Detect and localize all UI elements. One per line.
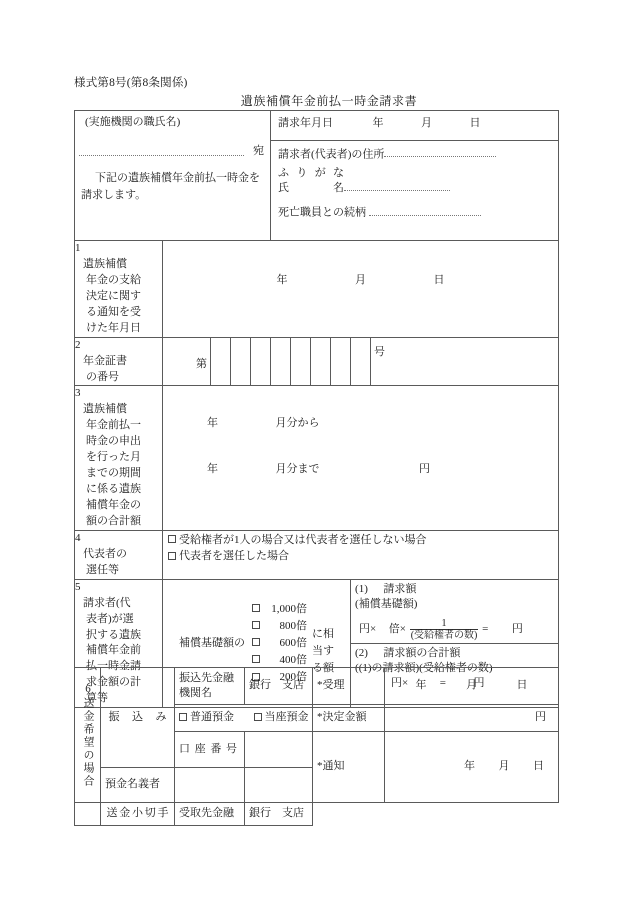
row3-label-line-4: までの期間 bbox=[86, 467, 141, 480]
multiplier-option-0[interactable] bbox=[252, 601, 307, 618]
receiver-bank-label: 受取先金融 bbox=[179, 807, 234, 820]
row2-prefix: 第 bbox=[196, 358, 207, 371]
row1-label-line-1: 年金の支給 bbox=[86, 273, 141, 286]
decided-amount-label: *決定金額 bbox=[317, 711, 367, 724]
calc1-cell bbox=[351, 580, 558, 644]
row2-label-line-1: の番号 bbox=[86, 370, 119, 383]
row1-day[interactable]: 日 bbox=[433, 274, 445, 286]
row5-label-line-5: 求金額の計 bbox=[86, 676, 141, 689]
bank-name-suffix: 銀行 支店 bbox=[249, 679, 304, 692]
checkbox-multiplier-400[interactable] bbox=[252, 655, 260, 663]
row4-value-cell bbox=[163, 530, 559, 579]
remittance-row-1 bbox=[75, 668, 559, 705]
row-2 bbox=[75, 337, 559, 386]
accept-label: *受理 bbox=[317, 679, 345, 692]
calc1-row bbox=[351, 580, 558, 644]
fraction-denominator: (受給権者の数) bbox=[410, 630, 478, 642]
row3-value-cell[interactable] bbox=[163, 386, 559, 530]
row2-box-3[interactable] bbox=[251, 337, 271, 386]
account-holder-label-cell bbox=[101, 768, 175, 803]
issuer-label: (実施機関の職氏名) bbox=[85, 116, 181, 128]
multiplier-label-2: 600倍 bbox=[279, 636, 308, 649]
calc2-heading: 請求額の合計額 bbox=[383, 646, 461, 659]
row3-label-line-5: に係る遺族 bbox=[86, 483, 141, 496]
row3-label-line-3: を行った月 bbox=[86, 451, 141, 464]
claim-date-month[interactable]: 月 bbox=[421, 117, 433, 129]
multiplier-label-4: 200倍 bbox=[279, 671, 308, 683]
row2-prefix-cell bbox=[163, 337, 211, 386]
row2-number: 2 bbox=[75, 338, 81, 351]
notify-date-cell[interactable] bbox=[385, 732, 559, 803]
addressee-dotted-line bbox=[79, 155, 244, 156]
row4-option-2[interactable] bbox=[163, 548, 558, 564]
notify-day[interactable]: 日 bbox=[533, 760, 544, 773]
row1-year[interactable]: 年 bbox=[276, 274, 288, 286]
claimant-name-input[interactable] bbox=[344, 181, 450, 191]
claim-date-day[interactable]: 日 bbox=[469, 117, 481, 129]
row5-label-line-4: 払一時金請 bbox=[86, 660, 141, 673]
row4-option1-label: 受給権者が1人の場合又は代表者を選任しない場合 bbox=[179, 533, 427, 546]
notify-year[interactable]: 年 bbox=[464, 760, 475, 773]
bank-name-label: 振込先金融機関名 bbox=[179, 672, 234, 699]
furigana-label: ふりがな bbox=[278, 166, 345, 179]
checkbox-multiplier-1000[interactable] bbox=[252, 604, 260, 612]
row3-to-line bbox=[163, 432, 558, 477]
row4-label-line-0: 代表者の bbox=[83, 547, 127, 560]
calc2-equals: = bbox=[439, 677, 446, 690]
receiver-bank-input-cell[interactable] bbox=[245, 803, 313, 826]
decided-amount-currency: 円 bbox=[535, 711, 546, 724]
row3-label-line-0: 遺族補償 bbox=[83, 403, 127, 416]
row5-label-line-1: 表者)が選 bbox=[86, 612, 134, 625]
account-holder-label: 預金名義者 bbox=[105, 778, 160, 791]
multiplier-suffix-line-0: に相 bbox=[312, 627, 335, 640]
row2-box-1[interactable] bbox=[211, 337, 231, 386]
check-label: 送金小切手 bbox=[106, 807, 169, 820]
calc2-heading-line bbox=[355, 646, 556, 661]
relation-input[interactable] bbox=[369, 205, 481, 215]
row6-vertical-wrap bbox=[75, 668, 100, 802]
notify-date-line bbox=[385, 759, 558, 774]
empty-official-cell bbox=[313, 803, 559, 826]
multiplier-suffix-line-2: る額 bbox=[312, 661, 335, 674]
relation-line bbox=[271, 196, 558, 226]
bank-name-input-cell[interactable] bbox=[245, 668, 313, 705]
claimant-address-line bbox=[271, 141, 558, 163]
row4-number: 4 bbox=[75, 531, 81, 544]
row3-number: 3 bbox=[75, 387, 81, 400]
notify-label-cell bbox=[313, 732, 385, 803]
deposit-type-cell bbox=[175, 705, 313, 732]
relation-label: 死亡職員との続柄 bbox=[278, 206, 367, 219]
page-title: 遺族補償年金前払一時金請求書 bbox=[240, 94, 418, 108]
row2-box-4[interactable] bbox=[271, 337, 291, 386]
row2-suffix: 号 bbox=[374, 345, 386, 358]
addressee-line bbox=[79, 144, 264, 159]
form-code: 様式第8号(第8条関係) bbox=[74, 77, 188, 89]
multiplier-label-1: 800倍 bbox=[279, 619, 308, 632]
claim-date-row bbox=[271, 111, 558, 141]
row1-label-cell bbox=[75, 241, 163, 338]
claimant-address-label: 請求者(代表者)の住所 bbox=[278, 148, 385, 161]
claimant-detail-cell bbox=[271, 141, 558, 241]
fraction-numerator: 1 bbox=[441, 618, 447, 630]
claimant-cell bbox=[271, 111, 559, 241]
row2-box-2[interactable] bbox=[231, 337, 251, 386]
row4-option-1[interactable] bbox=[163, 531, 558, 548]
claim-date-cell bbox=[271, 111, 558, 141]
row2-box-6[interactable] bbox=[311, 337, 331, 386]
row1-label-line-0: 遺族補償 bbox=[83, 257, 127, 270]
row2-label-line-0: 年金証書 bbox=[83, 354, 127, 367]
account-number-input-cell[interactable] bbox=[245, 732, 313, 768]
account-holder-input-cell[interactable] bbox=[175, 768, 245, 803]
row5-label-line-0: 請求者(代 bbox=[83, 596, 131, 609]
checkbox-current-deposit[interactable] bbox=[254, 713, 262, 721]
calc1-heading: 請求額 bbox=[383, 582, 417, 595]
transfer-label-cell bbox=[101, 668, 175, 768]
calc2-subhead: ((1)の請求額)(受給権者の数) bbox=[355, 661, 493, 674]
row2-box-8[interactable] bbox=[351, 337, 371, 386]
row3-from-line bbox=[163, 386, 558, 431]
base-amount-label: 補償基礎額の bbox=[179, 636, 246, 649]
row1-label-line-2: 決定に関す bbox=[86, 289, 141, 302]
row3-from-year[interactable]: 年 bbox=[207, 417, 218, 430]
row6-number: 6 bbox=[82, 682, 94, 697]
header-row bbox=[75, 111, 559, 241]
row1-date-line bbox=[163, 241, 558, 288]
row6-vertical-text bbox=[82, 672, 93, 798]
decided-amount-label-cell bbox=[313, 705, 385, 732]
row3-label-cell bbox=[75, 386, 163, 530]
main-form-table bbox=[74, 110, 559, 708]
remittance-row-5 bbox=[75, 803, 559, 826]
name-label: 氏名 bbox=[278, 182, 345, 195]
multiplier-suffix-line-1: 当す bbox=[312, 644, 335, 657]
row6-vertical-label-cell bbox=[75, 668, 101, 803]
row6-label: 送金希望の場合 bbox=[82, 696, 94, 788]
multiplier-option-1[interactable] bbox=[252, 618, 307, 635]
row3-to-month[interactable]: 月分まで bbox=[275, 462, 320, 475]
row1-value-cell[interactable] bbox=[163, 241, 559, 338]
claim-date-line bbox=[271, 111, 558, 131]
row2-box-5[interactable] bbox=[291, 337, 311, 386]
request-statement: 下記の遺族補償年金前払一時金を請求します。 bbox=[81, 172, 260, 201]
row5-label-line-6: 算等 bbox=[86, 692, 108, 705]
row5-number: 5 bbox=[75, 580, 81, 593]
row4-label-line-1: 選任等 bbox=[86, 563, 119, 576]
claimant-detail-row bbox=[271, 141, 558, 241]
row3-label-line-7: 額の合計額 bbox=[86, 514, 141, 527]
deposit-current-label: 当座預金 bbox=[264, 711, 309, 724]
account-number-label-cell bbox=[175, 732, 245, 768]
row1-month[interactable]: 月 bbox=[355, 274, 367, 286]
row2-suffix-cell bbox=[371, 337, 559, 386]
bank-name-label-cell bbox=[175, 668, 245, 705]
calc2-yen-multiply: 円× bbox=[391, 677, 409, 690]
calc1-subhead: (補償基礎額) bbox=[355, 597, 418, 610]
receiver-bank-label-cell bbox=[175, 803, 245, 826]
deposit-ordinary-label: 普通預金 bbox=[190, 711, 234, 724]
check-label-cell bbox=[101, 803, 175, 826]
calc1-yen-multiply: 円× bbox=[359, 623, 377, 636]
checkbox-multiplier-800[interactable] bbox=[252, 621, 260, 629]
row3-currency: 円 bbox=[419, 462, 430, 475]
addressee-suffix: 宛 bbox=[253, 145, 265, 158]
calc1-formula[interactable] bbox=[355, 612, 556, 641]
row4-option2-label: 代表者を選任した場合 bbox=[179, 550, 289, 563]
row3-label-line-6: 補償年金の bbox=[86, 499, 141, 511]
accept-month[interactable]: 月 bbox=[466, 679, 477, 692]
calc1-heading-line bbox=[355, 582, 556, 597]
claimant-address-input[interactable] bbox=[384, 147, 496, 157]
calc2-result-currency: 円 bbox=[473, 677, 485, 690]
accept-date-cell[interactable] bbox=[385, 668, 559, 705]
row1-number: 1 bbox=[75, 242, 81, 254]
calc2-heading-no: (2) bbox=[355, 646, 368, 659]
accept-date-line bbox=[385, 678, 558, 693]
row3-label-line-1: 年金前払一 bbox=[86, 419, 141, 432]
name-label-wrap bbox=[278, 181, 344, 196]
claimant-name-block bbox=[271, 163, 558, 197]
deposit-type-options bbox=[175, 710, 312, 725]
account-number-label: 口座番号 bbox=[179, 742, 237, 755]
calc1-heading-no: (1) bbox=[355, 582, 368, 595]
row3-from-month[interactable]: 月分から bbox=[275, 417, 320, 430]
row3-to-year[interactable]: 年 bbox=[207, 462, 218, 475]
checkbox-sole-recipient[interactable] bbox=[168, 535, 176, 543]
multiplier-label-0: 1,000倍 bbox=[271, 602, 308, 615]
notify-label: *通知 bbox=[317, 760, 345, 773]
transfer-label: 振込み bbox=[108, 710, 167, 723]
row-4 bbox=[75, 530, 559, 579]
accept-day[interactable]: 日 bbox=[516, 679, 528, 692]
claim-date-label: 請求年月日 bbox=[278, 117, 334, 129]
row5-label-line-2: 択する遺族 bbox=[86, 628, 141, 641]
issuer-cell bbox=[75, 111, 271, 241]
row-3 bbox=[75, 386, 559, 530]
furigana-label-wrap bbox=[278, 166, 344, 181]
row3-label-line-2: 時金の申出 bbox=[86, 435, 141, 448]
row1-label-line-4: けた年月日 bbox=[86, 321, 141, 334]
remittance-table bbox=[74, 667, 559, 826]
row1-label-line-3: る通知を受 bbox=[86, 305, 141, 318]
row2-box-7[interactable] bbox=[331, 337, 351, 386]
checkbox-ordinary-deposit[interactable] bbox=[179, 713, 187, 721]
multiplier-label-3: 400倍 bbox=[279, 653, 308, 666]
receiver-bank-suffix: 銀行 支店 bbox=[249, 807, 304, 820]
calc1-result-currency: 円 bbox=[511, 623, 523, 636]
row4-label-cell bbox=[75, 530, 163, 579]
claim-date-year[interactable]: 年 bbox=[372, 117, 384, 129]
accept-label-cell bbox=[313, 668, 385, 705]
row-1 bbox=[75, 241, 559, 338]
notify-month[interactable]: 月 bbox=[498, 760, 510, 773]
calc1-times: 倍× bbox=[388, 623, 406, 636]
accept-year[interactable]: 年 bbox=[415, 679, 427, 692]
row6-vertical-label-bottom bbox=[75, 803, 101, 826]
checkbox-multiplier-600[interactable] bbox=[252, 638, 260, 646]
row5-label-line-3: 補償年金前 bbox=[86, 644, 141, 657]
row2-label-cell bbox=[75, 337, 163, 386]
checkbox-representative-selected[interactable] bbox=[168, 552, 176, 560]
claimant-subtable bbox=[271, 111, 558, 240]
decided-amount-value-cell[interactable] bbox=[385, 705, 559, 732]
multiplier-option-2[interactable] bbox=[252, 635, 307, 652]
recipient-fraction bbox=[410, 618, 479, 641]
calc1-equals: = bbox=[482, 623, 489, 636]
